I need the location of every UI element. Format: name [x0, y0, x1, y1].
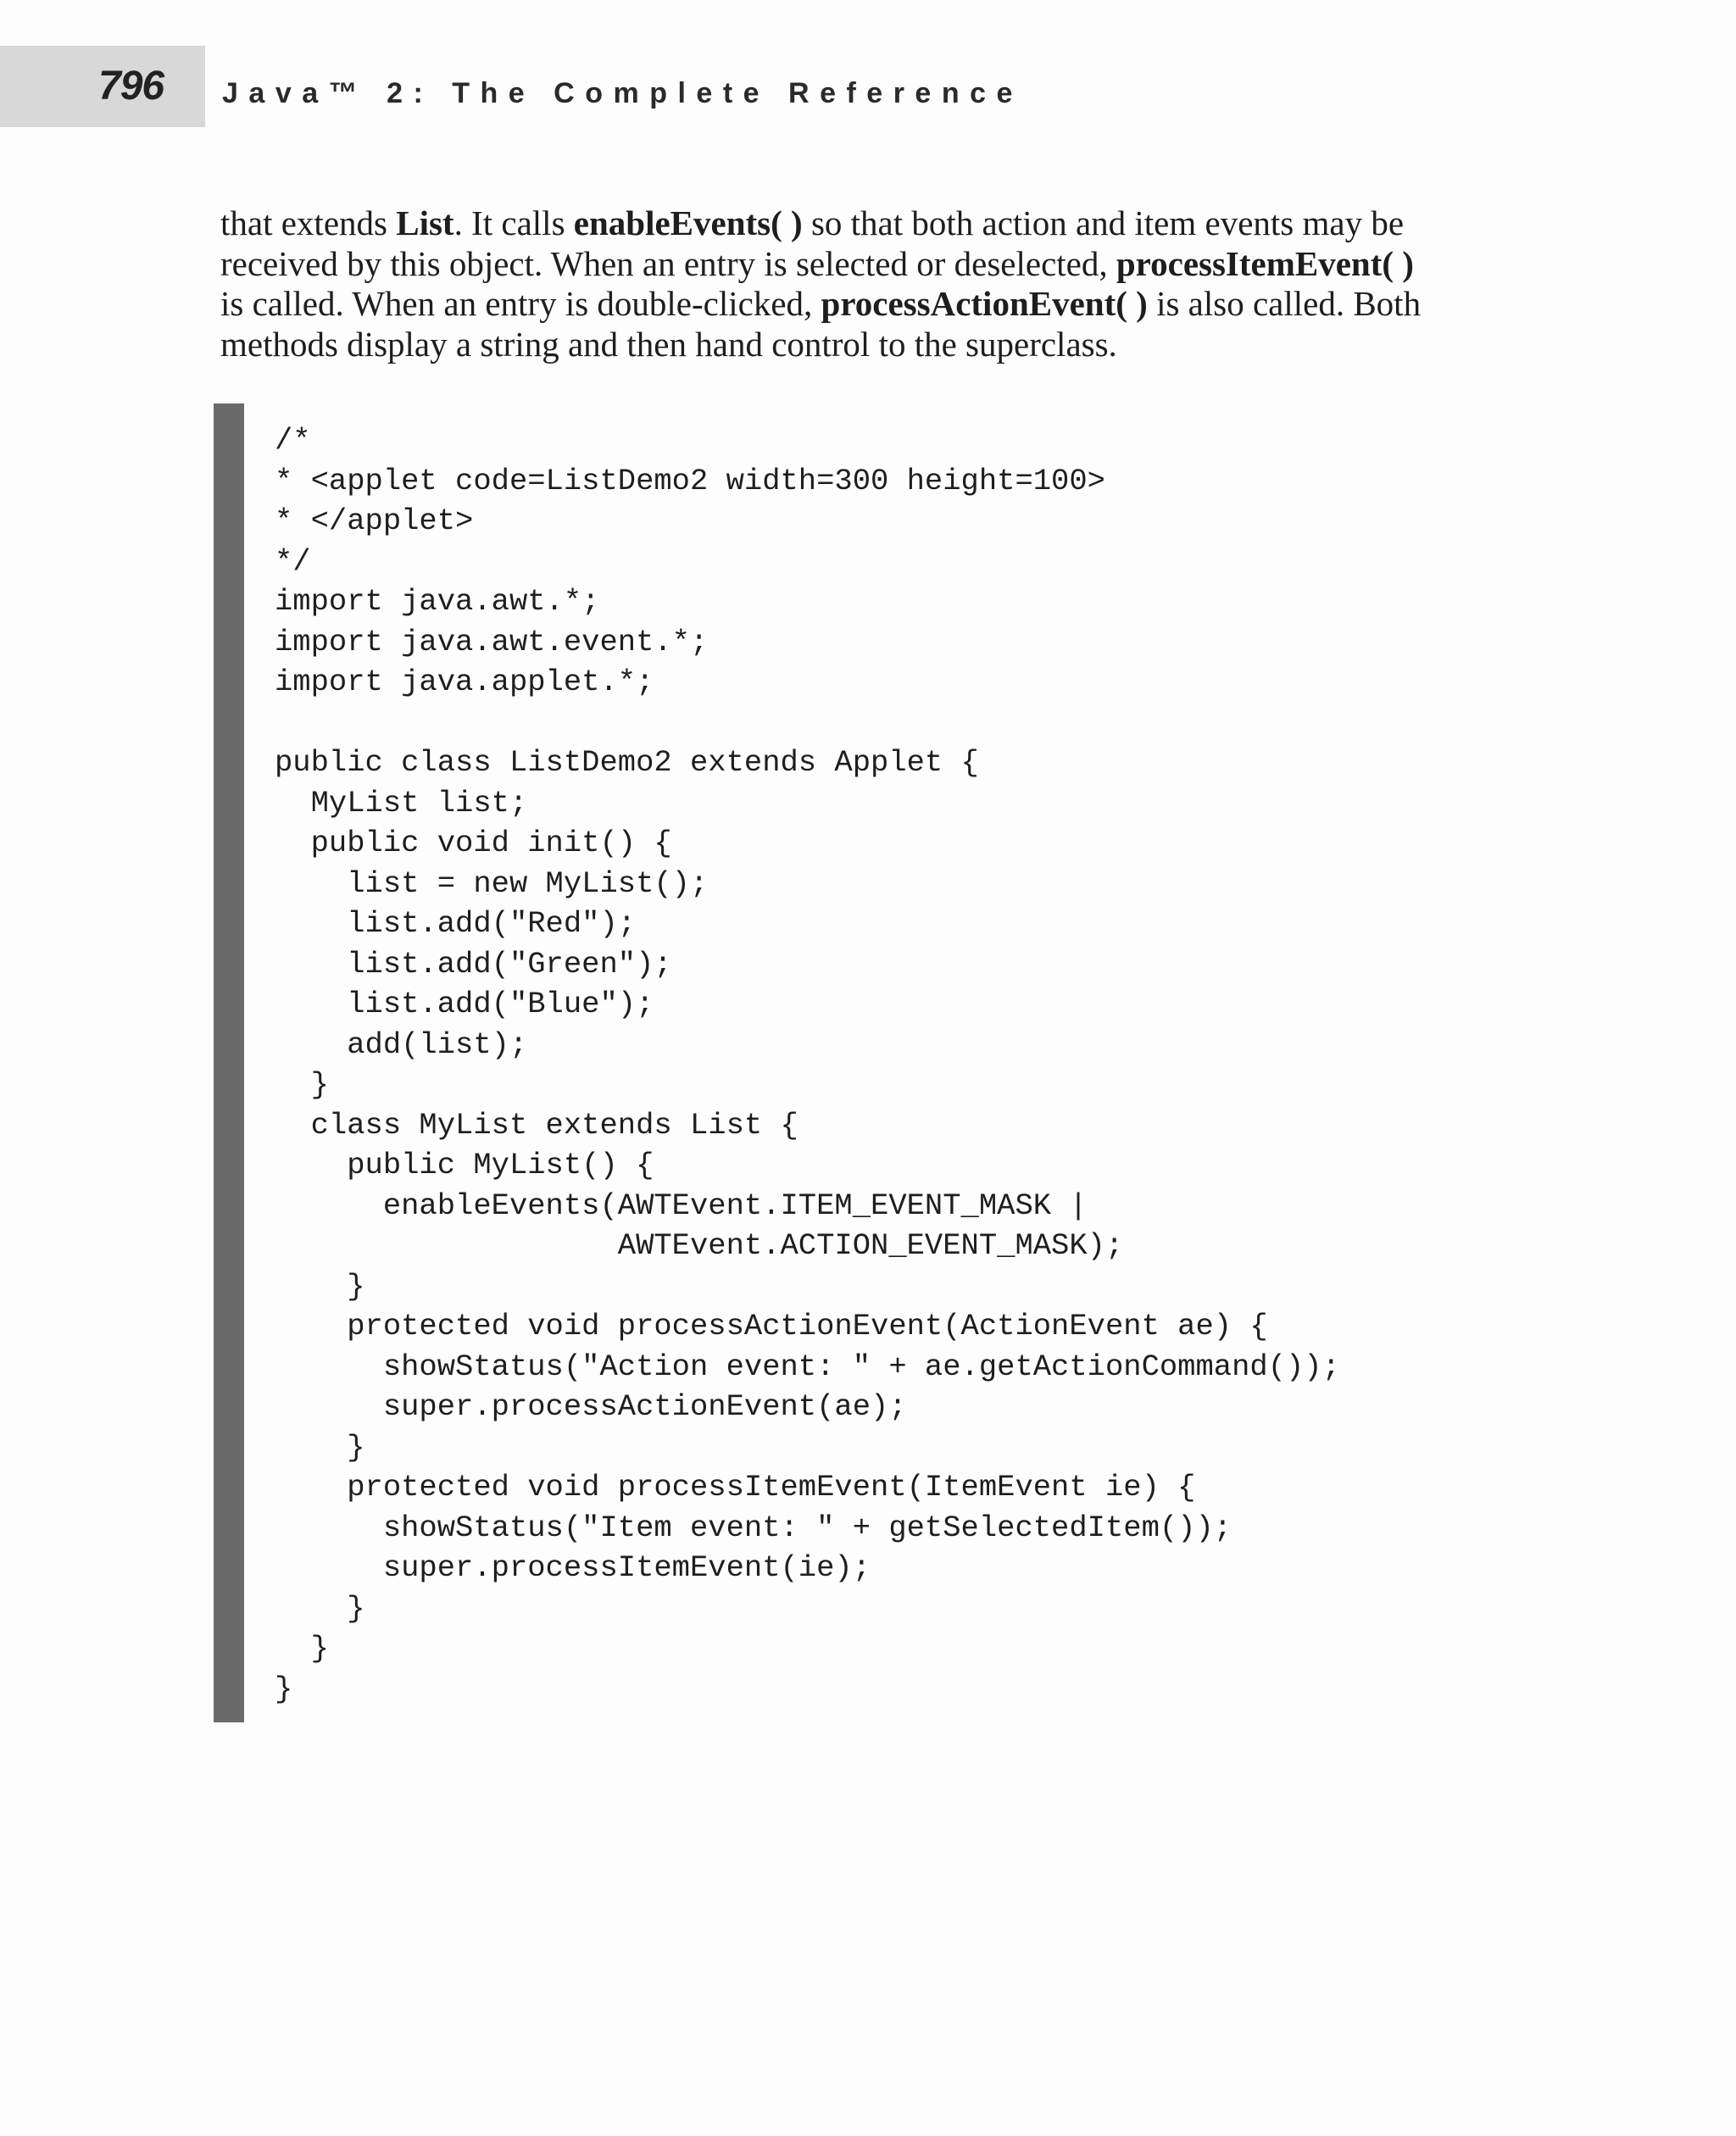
code-line — [275, 703, 1340, 743]
code-line: list.add("Red"); — [275, 906, 637, 941]
code-line: */ — [275, 543, 311, 579]
running-header-title: Java™ 2: The Complete Reference — [222, 77, 1023, 109]
keyword-enable-events: enableEvents( ) — [573, 203, 803, 242]
code-line: } — [275, 1067, 329, 1102]
code-line: } — [275, 1671, 293, 1706]
code-block-bar — [214, 403, 244, 1722]
code-line: super.processActionEvent(ae); — [275, 1389, 907, 1424]
keyword-process-item-event: processItemEvent( ) — [1116, 243, 1414, 283]
code-line: public void init() { — [275, 826, 672, 860]
code-line: /* — [275, 423, 311, 458]
code-line: MyList list; — [275, 785, 528, 820]
code-line: public class ListDemo2 extends Applet { — [275, 745, 979, 780]
code-line: import java.awt.*; — [275, 584, 600, 619]
code-line: add(list); — [275, 1026, 528, 1062]
keyword-process-action-event: processActionEvent( ) — [821, 284, 1148, 323]
code-line: showStatus("Action event: " + ae.getActionCommand()); — [275, 1349, 1340, 1384]
code-line: * <applet code=ListDemo2 width=300 height=100> — [275, 463, 1105, 498]
code-line: } — [275, 1590, 365, 1626]
code-line: class MyList extends List { — [275, 1107, 798, 1143]
paragraph-line: received by this object. When an entry is selected or deselected, processItemEvent( ) — [220, 243, 1414, 283]
body-paragraph — [220, 203, 1475, 364]
code-line: AWTEvent.ACTION_EVENT_MASK); — [275, 1228, 1124, 1263]
paragraph-line: that extends List. It calls enableEvents( ) so that both action and item events may be — [220, 203, 1405, 242]
code-listing — [275, 420, 1340, 1709]
code-line: import java.applet.*; — [275, 665, 654, 699]
page-number: 796 — [98, 64, 164, 108]
code-line: } — [275, 1631, 329, 1666]
code-line: super.processItemEvent(ie); — [275, 1550, 871, 1585]
code-line: list.add("Blue"); — [275, 987, 654, 1021]
keyword-list: List — [396, 203, 454, 242]
code-line: } — [275, 1268, 365, 1304]
code-line: * </applet> — [275, 503, 474, 538]
code-line: enableEvents(AWTEvent.ITEM_EVENT_MASK | — [275, 1188, 1088, 1223]
code-line: list.add("Green"); — [275, 946, 672, 982]
code-line: protected void processItemEvent(ItemEvent ie) { — [275, 1470, 1196, 1505]
paragraph-line: is called. When an entry is double-clicked, processActionEvent( ) is also called. Both — [220, 284, 1422, 323]
code-line: list = new MyList(); — [275, 865, 709, 901]
code-line: protected void processActionEvent(ActionEvent ae) { — [275, 1309, 1268, 1343]
code-line: public MyList() { — [275, 1148, 654, 1182]
paragraph-line: methods display a string and then hand control to the superclass. — [220, 324, 1117, 364]
code-line: } — [275, 1429, 365, 1465]
code-line: showStatus("Item event: " + getSelectedItem()); — [275, 1510, 1232, 1545]
code-line: import java.awt.event.*; — [275, 624, 709, 659]
